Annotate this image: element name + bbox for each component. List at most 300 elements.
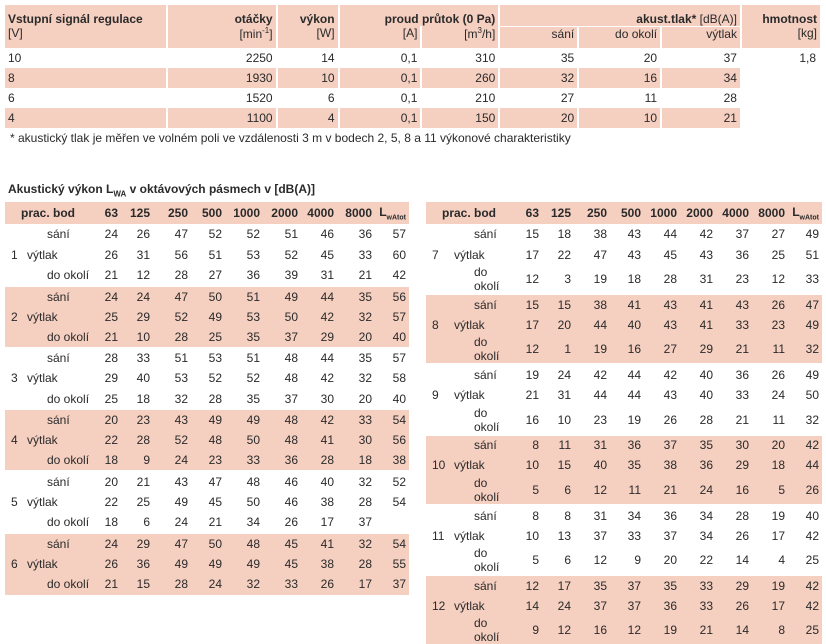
value-cell: 17 bbox=[301, 512, 337, 533]
value-cell: 24 bbox=[542, 364, 574, 385]
point-number bbox=[5, 574, 25, 595]
table-row bbox=[5, 327, 409, 348]
value-cell: 33 bbox=[716, 385, 752, 406]
value-cell: 33 bbox=[263, 574, 301, 595]
value-cell: 33 bbox=[337, 245, 375, 266]
value-cell: 42 bbox=[788, 575, 822, 596]
value-cell: 38 bbox=[574, 224, 610, 245]
value-cell: 25 bbox=[191, 327, 225, 348]
header-sound-pressure bbox=[499, 5, 741, 26]
value-cell: 18 bbox=[91, 451, 121, 472]
table-cell: 27 bbox=[499, 88, 578, 108]
value-cell: 26 bbox=[752, 294, 788, 315]
table-cell: 4 bbox=[277, 108, 339, 128]
header-freq-1000: 1000 bbox=[225, 202, 263, 224]
header-speed: otáčky bbox=[167, 5, 277, 26]
table-row bbox=[426, 596, 822, 617]
row-kind-label: do okolí bbox=[25, 451, 91, 472]
value-cell: 48 bbox=[263, 368, 301, 389]
value-cell: 19 bbox=[644, 616, 680, 644]
value-cell: 12 bbox=[512, 575, 542, 596]
point-number bbox=[426, 335, 452, 364]
value-cell: 41 bbox=[301, 430, 337, 451]
value-cell: 37 bbox=[716, 224, 752, 245]
value-cell: 8 bbox=[512, 505, 542, 526]
value-cell: 42 bbox=[680, 224, 716, 245]
value-cell: 33 bbox=[610, 525, 644, 546]
value-cell: 10 bbox=[512, 525, 542, 546]
table-row bbox=[5, 471, 409, 492]
value-cell: 23 bbox=[121, 409, 153, 430]
table-row bbox=[426, 385, 822, 406]
row-kind-label: sání bbox=[25, 533, 91, 554]
value-cell: 27 bbox=[644, 335, 680, 364]
value-cell: 33 bbox=[680, 575, 716, 596]
value-cell: 30 bbox=[301, 389, 337, 410]
value-cell: 18 bbox=[542, 224, 574, 245]
value-cell: 56 bbox=[375, 430, 409, 451]
value-cell: 55 bbox=[375, 554, 409, 575]
value-cell: 37 bbox=[263, 389, 301, 410]
value-cell: 6 bbox=[542, 476, 574, 505]
table-row bbox=[5, 389, 409, 410]
value-cell: 48 bbox=[263, 409, 301, 430]
row-kind-label: do okolí bbox=[452, 406, 512, 435]
value-cell: 35 bbox=[337, 286, 375, 307]
value-cell: 11 bbox=[610, 476, 644, 505]
value-cell: 40 bbox=[301, 471, 337, 492]
value-cell: 37 bbox=[375, 574, 409, 595]
value-cell: 12 bbox=[574, 476, 610, 505]
table-row bbox=[5, 88, 820, 108]
point-number bbox=[426, 546, 452, 575]
value-cell: 31 bbox=[680, 265, 716, 294]
table-cell: 0,1 bbox=[339, 68, 422, 88]
value-cell: 53 bbox=[225, 245, 263, 266]
value-cell: 51 bbox=[191, 245, 225, 266]
value-cell: 8 bbox=[542, 505, 574, 526]
table-cell: 32 bbox=[499, 68, 578, 88]
point-number bbox=[5, 409, 25, 430]
value-cell: 22 bbox=[680, 546, 716, 575]
value-cell: 28 bbox=[153, 265, 191, 286]
value-cell: 44 bbox=[574, 385, 610, 406]
value-cell: 33 bbox=[680, 596, 716, 617]
value-cell: 42 bbox=[301, 368, 337, 389]
value-cell: 14 bbox=[512, 596, 542, 617]
value-cell: 23 bbox=[574, 406, 610, 435]
row-kind-label: do okolí bbox=[452, 335, 512, 364]
value-cell: 21 bbox=[644, 476, 680, 505]
value-cell: 38 bbox=[301, 492, 337, 513]
value-cell: 38 bbox=[574, 294, 610, 315]
header-sound-unit: [dB(A)] bbox=[699, 11, 737, 26]
value-cell: 51 bbox=[788, 245, 822, 266]
value-cell: 45 bbox=[263, 533, 301, 554]
table-cell: 0,1 bbox=[339, 88, 422, 108]
table-row bbox=[5, 368, 409, 389]
value-cell: 21 bbox=[121, 471, 153, 492]
value-cell: 19 bbox=[752, 505, 788, 526]
value-cell: 46 bbox=[301, 224, 337, 245]
header-row bbox=[5, 202, 409, 224]
table-row bbox=[426, 616, 822, 644]
table-cell bbox=[741, 88, 820, 108]
value-cell: 21 bbox=[191, 512, 225, 533]
value-cell: 29 bbox=[301, 327, 337, 348]
value-cell: 33 bbox=[788, 265, 822, 294]
value-cell: 44 bbox=[301, 286, 337, 307]
value-cell: 53 bbox=[191, 348, 225, 369]
point-number: 12 bbox=[426, 596, 452, 617]
value-cell: 42 bbox=[788, 525, 822, 546]
value-cell: 54 bbox=[375, 492, 409, 513]
value-cell: 24 bbox=[680, 476, 716, 505]
value-cell: 36 bbox=[680, 455, 716, 476]
value-cell: 50 bbox=[225, 492, 263, 513]
value-cell: 36 bbox=[337, 224, 375, 245]
value-cell: 34 bbox=[680, 525, 716, 546]
value-cell: 21 bbox=[91, 574, 121, 595]
value-cell: 34 bbox=[225, 512, 263, 533]
value-cell: 1 bbox=[542, 335, 574, 364]
value-cell: 25 bbox=[788, 546, 822, 575]
value-cell: 26 bbox=[301, 574, 337, 595]
value-cell: 31 bbox=[301, 265, 337, 286]
value-cell: 38 bbox=[375, 451, 409, 472]
value-cell: 3 bbox=[542, 265, 574, 294]
value-cell: 43 bbox=[644, 315, 680, 336]
value-cell: 53 bbox=[225, 306, 263, 327]
header-total: $L_{wAtot}$ bbox=[788, 202, 822, 224]
value-cell: 23 bbox=[191, 451, 225, 472]
value-cell: 28 bbox=[716, 505, 752, 526]
value-cell: 49 bbox=[788, 364, 822, 385]
value-cell: 44 bbox=[788, 455, 822, 476]
value-cell: 17 bbox=[542, 575, 574, 596]
value-cell: 32 bbox=[153, 389, 191, 410]
value-cell: 46 bbox=[263, 492, 301, 513]
point-number: 6 bbox=[5, 554, 25, 575]
value-cell: 24 bbox=[91, 533, 121, 554]
table-row bbox=[426, 476, 822, 505]
table-cell: 0,1 bbox=[339, 108, 422, 128]
value-cell: 43 bbox=[644, 294, 680, 315]
table-cell: 4 bbox=[5, 108, 167, 128]
point-number bbox=[426, 616, 452, 644]
value-cell: 40 bbox=[121, 368, 153, 389]
footnote: * akustický tlak je měřen ve volném poli ve vzdálenosti 3 m v bodech 2, 5, 8 a 11 výkonové charakteristiky bbox=[10, 131, 571, 145]
value-cell: 38 bbox=[644, 455, 680, 476]
table-cell: 310 bbox=[421, 48, 499, 68]
header-weight: hmotnost bbox=[741, 5, 820, 26]
value-cell: 45 bbox=[263, 554, 301, 575]
value-cell: 16 bbox=[574, 616, 610, 644]
row-kind-label: do okolí bbox=[452, 616, 512, 644]
value-cell: 49 bbox=[191, 554, 225, 575]
row-kind-label: do okolí bbox=[452, 265, 512, 294]
table-row bbox=[5, 430, 409, 451]
value-cell: 10 bbox=[512, 455, 542, 476]
value-cell: 28 bbox=[91, 348, 121, 369]
point-number: 11 bbox=[426, 525, 452, 546]
value-cell: 47 bbox=[153, 533, 191, 554]
value-cell: 21 bbox=[716, 335, 752, 364]
row-kind-label: do okolí bbox=[452, 546, 512, 575]
table-cell: 1520 bbox=[167, 88, 277, 108]
value-cell: 35 bbox=[337, 348, 375, 369]
value-cell: 33 bbox=[716, 315, 752, 336]
value-cell: 36 bbox=[716, 245, 752, 266]
value-cell: 24 bbox=[153, 512, 191, 533]
value-cell: 48 bbox=[263, 430, 301, 451]
table-row bbox=[5, 554, 409, 575]
table-row bbox=[5, 245, 409, 266]
value-cell: 26 bbox=[91, 245, 121, 266]
value-cell: 26 bbox=[788, 476, 822, 505]
value-cell: 42 bbox=[301, 409, 337, 430]
value-cell: 35 bbox=[225, 389, 263, 410]
table-row bbox=[5, 224, 409, 245]
value-cell: 52 bbox=[225, 368, 263, 389]
value-cell: 29 bbox=[716, 455, 752, 476]
value-cell: 48 bbox=[225, 471, 263, 492]
value-cell: 49 bbox=[263, 286, 301, 307]
header-sound-main: akust.tlak* bbox=[636, 11, 697, 26]
point-number: 1 bbox=[5, 245, 25, 266]
table-cell bbox=[741, 68, 820, 88]
value-cell: 28 bbox=[644, 265, 680, 294]
value-cell: 45 bbox=[191, 492, 225, 513]
point-number: 4 bbox=[5, 430, 25, 451]
value-cell: 18 bbox=[121, 389, 153, 410]
table-row bbox=[426, 505, 822, 526]
row-kind-label: sání bbox=[452, 364, 512, 385]
value-cell: 28 bbox=[121, 430, 153, 451]
row-kind-label: sání bbox=[452, 294, 512, 315]
value-cell: 60 bbox=[375, 245, 409, 266]
value-cell: 18 bbox=[752, 455, 788, 476]
value-cell: 56 bbox=[375, 286, 409, 307]
value-cell: 15 bbox=[512, 224, 542, 245]
value-cell: 49 bbox=[153, 554, 191, 575]
value-cell: 49 bbox=[191, 306, 225, 327]
table-cell: 8 bbox=[5, 68, 167, 88]
table-row bbox=[5, 286, 409, 307]
value-cell: 12 bbox=[542, 616, 574, 644]
value-cell: 47 bbox=[788, 294, 822, 315]
point-number bbox=[5, 471, 25, 492]
row-kind-label: sání bbox=[25, 286, 91, 307]
header-power: výkon bbox=[277, 5, 339, 26]
point-number: 9 bbox=[426, 385, 452, 406]
value-cell: 52 bbox=[375, 471, 409, 492]
table-cell: 21 bbox=[661, 108, 741, 128]
value-cell: 40 bbox=[680, 385, 716, 406]
row-kind-label: výtlak bbox=[25, 245, 91, 266]
value-cell: 46 bbox=[263, 471, 301, 492]
value-cell: 20 bbox=[752, 435, 788, 456]
table-cell: 37 bbox=[661, 48, 741, 68]
value-cell: 29 bbox=[716, 575, 752, 596]
value-cell: 19 bbox=[752, 575, 788, 596]
table-cell: 16 bbox=[578, 68, 661, 88]
row-kind-label: sání bbox=[25, 409, 91, 430]
value-cell: 21 bbox=[512, 385, 542, 406]
value-cell: 27 bbox=[752, 224, 788, 245]
table-cell: 10 bbox=[277, 68, 339, 88]
value-cell: 40 bbox=[574, 455, 610, 476]
point-number bbox=[5, 348, 25, 369]
value-cell: 34 bbox=[610, 505, 644, 526]
value-cell: 43 bbox=[153, 471, 191, 492]
table-row bbox=[426, 546, 822, 575]
point-number bbox=[5, 533, 25, 554]
value-cell: 35 bbox=[680, 435, 716, 456]
table-cell: 210 bbox=[421, 88, 499, 108]
value-cell: 19 bbox=[574, 335, 610, 364]
value-cell: 50 bbox=[191, 533, 225, 554]
row-kind-label: výtlak bbox=[452, 525, 512, 546]
value-cell: 30 bbox=[337, 430, 375, 451]
header-freq-63: 63 bbox=[512, 202, 542, 224]
value-cell: 42 bbox=[574, 364, 610, 385]
value-cell: 19 bbox=[610, 406, 644, 435]
point-number bbox=[5, 265, 25, 286]
table-cell: 1100 bbox=[167, 108, 277, 128]
value-cell: 49 bbox=[225, 554, 263, 575]
value-cell: 19 bbox=[512, 364, 542, 385]
value-cell: 19 bbox=[574, 265, 610, 294]
value-cell: 26 bbox=[121, 224, 153, 245]
value-cell: 32 bbox=[337, 533, 375, 554]
value-cell: 22 bbox=[91, 492, 121, 513]
table-row bbox=[426, 455, 822, 476]
header-freq-250: 250 bbox=[574, 202, 610, 224]
value-cell: 57 bbox=[375, 348, 409, 369]
value-cell: 47 bbox=[574, 245, 610, 266]
value-cell: 48 bbox=[191, 430, 225, 451]
value-cell: 51 bbox=[225, 286, 263, 307]
value-cell: 29 bbox=[121, 533, 153, 554]
value-cell: 41 bbox=[680, 315, 716, 336]
value-cell: 50 bbox=[225, 430, 263, 451]
value-cell: 57 bbox=[375, 306, 409, 327]
table-cell: 35 bbox=[499, 48, 578, 68]
row-kind-label: výtlak bbox=[452, 455, 512, 476]
value-cell: 23 bbox=[752, 315, 788, 336]
point-number bbox=[5, 224, 25, 245]
header-freq-500: 500 bbox=[191, 202, 225, 224]
value-cell: 50 bbox=[191, 286, 225, 307]
value-cell: 33 bbox=[225, 451, 263, 472]
value-cell: 50 bbox=[788, 385, 822, 406]
unit-current: [A] bbox=[339, 26, 422, 48]
value-cell: 27 bbox=[191, 265, 225, 286]
value-cell: 43 bbox=[610, 245, 644, 266]
value-cell: 51 bbox=[153, 348, 191, 369]
value-cell: 40 bbox=[680, 364, 716, 385]
row-kind-label: sání bbox=[452, 505, 512, 526]
value-cell: 16 bbox=[716, 476, 752, 505]
point-number: 2 bbox=[5, 306, 25, 327]
value-cell: 52 bbox=[153, 430, 191, 451]
value-cell: 16 bbox=[610, 335, 644, 364]
value-cell: 43 bbox=[153, 409, 191, 430]
value-cell: 17 bbox=[752, 525, 788, 546]
header-freq-2000: 2000 bbox=[680, 202, 716, 224]
value-cell: 39 bbox=[263, 265, 301, 286]
value-cell: 5 bbox=[512, 476, 542, 505]
value-cell: 25 bbox=[752, 245, 788, 266]
row-kind-label: do okolí bbox=[452, 476, 512, 505]
header-discharge: výtlak bbox=[661, 26, 741, 48]
value-cell: 41 bbox=[301, 533, 337, 554]
value-cell: 52 bbox=[191, 224, 225, 245]
table-row bbox=[426, 315, 822, 336]
value-cell: 12 bbox=[752, 265, 788, 294]
value-cell bbox=[375, 512, 409, 533]
row-kind-label: výtlak bbox=[452, 385, 512, 406]
value-cell: 4 bbox=[752, 546, 788, 575]
row-kind-label: do okolí bbox=[25, 389, 91, 410]
header-current-flow: proud průtok (0 Pa) bbox=[339, 5, 500, 26]
table-row bbox=[5, 533, 409, 554]
row-kind-label: výtlak bbox=[452, 245, 512, 266]
value-cell: 49 bbox=[191, 409, 225, 430]
value-cell: 48 bbox=[225, 533, 263, 554]
unit-power: [W] bbox=[277, 26, 339, 48]
value-cell: 42 bbox=[375, 265, 409, 286]
value-cell: 11 bbox=[752, 406, 788, 435]
value-cell: 53 bbox=[153, 368, 191, 389]
value-cell: 35 bbox=[610, 455, 644, 476]
value-cell: 32 bbox=[225, 574, 263, 595]
value-cell: 31 bbox=[542, 385, 574, 406]
value-cell: 24 bbox=[121, 286, 153, 307]
table-row bbox=[426, 335, 822, 364]
value-cell: 17 bbox=[512, 315, 542, 336]
point-number bbox=[426, 224, 452, 245]
row-kind-label: výtlak bbox=[25, 306, 91, 327]
header-freq-8000: 8000 bbox=[337, 202, 375, 224]
value-cell: 29 bbox=[680, 335, 716, 364]
table-row bbox=[5, 492, 409, 513]
value-cell: 21 bbox=[337, 265, 375, 286]
value-cell: 36 bbox=[716, 364, 752, 385]
row-kind-label: sání bbox=[25, 348, 91, 369]
header-freq-63: 63 bbox=[91, 202, 121, 224]
table-cell: 11 bbox=[578, 88, 661, 108]
value-cell: 12 bbox=[574, 546, 610, 575]
value-cell: 37 bbox=[574, 525, 610, 546]
table-row bbox=[426, 224, 822, 245]
value-cell: 32 bbox=[337, 368, 375, 389]
value-cell: 32 bbox=[337, 306, 375, 327]
value-cell: 30 bbox=[716, 435, 752, 456]
row-kind-label: výtlak bbox=[25, 554, 91, 575]
value-cell: 32 bbox=[788, 406, 822, 435]
value-cell: 48 bbox=[263, 348, 301, 369]
value-cell: 11 bbox=[542, 435, 574, 456]
value-cell: 20 bbox=[337, 327, 375, 348]
row-kind-label: do okolí bbox=[25, 574, 91, 595]
value-cell: 31 bbox=[574, 505, 610, 526]
unit-flow: $[m^3/h]$ bbox=[421, 26, 499, 48]
point-number bbox=[5, 512, 25, 533]
value-cell: 44 bbox=[610, 364, 644, 385]
table-row bbox=[426, 575, 822, 596]
